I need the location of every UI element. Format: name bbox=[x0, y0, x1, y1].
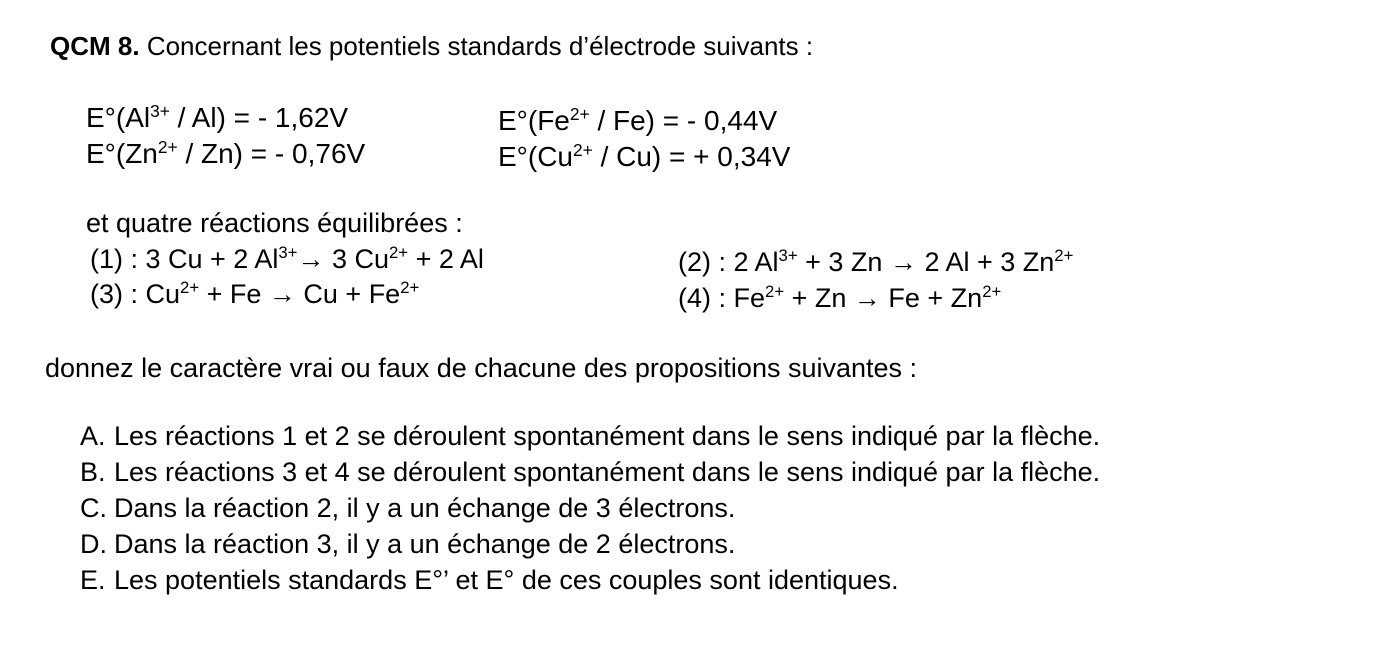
proposition-b: B. Les réactions 3 et 4 se déroulent spontanément dans le sens indiqué par la flèche. bbox=[80, 457, 1101, 487]
reaction-1: (1) : 3 Cu + 2 $Al^{3+}\to 3$ $Cu^{2+} + 2$ Al bbox=[90, 242, 484, 274]
question-number: QCM 8. bbox=[50, 31, 140, 61]
proposition-d: D. Dans la réaction 3, il y a un échange de 2 électrons. bbox=[80, 529, 736, 559]
proposition-a: A. Les réactions 1 et 2 se déroulent spontanément dans le sens indiqué par la flèche. bbox=[80, 421, 1101, 451]
question-header bbox=[50, 33, 813, 59]
potential-al: $E^\circ(Al^{3+} / Al)$ = - 1,62V bbox=[86, 100, 349, 133]
reaction-2: (2) : 2 $Al^{3+} + 3$ Zn → 2 Al + 3 $Zn^{2+}$ bbox=[678, 245, 1074, 277]
reaction-4: (4) : $Fe^{2+} + Zn \to Fe + Zn^{2+}$ bbox=[678, 281, 1002, 313]
potential-cu: $E^\circ(Cu^{2+} / Cu)$ = + 0,34V bbox=[498, 139, 791, 172]
potential-fe: $E^\circ(Fe^{2+} / Fe)$ = - 0,44V bbox=[498, 103, 778, 136]
reaction-3: (3) : $Cu^{2+} + Fe \to Cu + Fe^{2+}$ bbox=[90, 277, 420, 309]
potential-zn: $E^\circ(Zn^{2+} / Zn)$ = - 0,76V bbox=[86, 136, 366, 169]
proposition-c: C. Dans la réaction 2, il y a un échange de 3 électrons. bbox=[80, 493, 736, 523]
question-stem: Concernant les potentiels standards d’électrode suivants : bbox=[146, 31, 814, 61]
instruction-text: donnez le caractère vrai ou faux de chacune des propositions suivantes : bbox=[45, 353, 918, 383]
reactions-intro: et quatre réactions équilibrées : bbox=[86, 208, 463, 238]
proposition-e: E. Les potentiels standards E°’ et E° de ces couples sont identiques. bbox=[80, 565, 899, 595]
